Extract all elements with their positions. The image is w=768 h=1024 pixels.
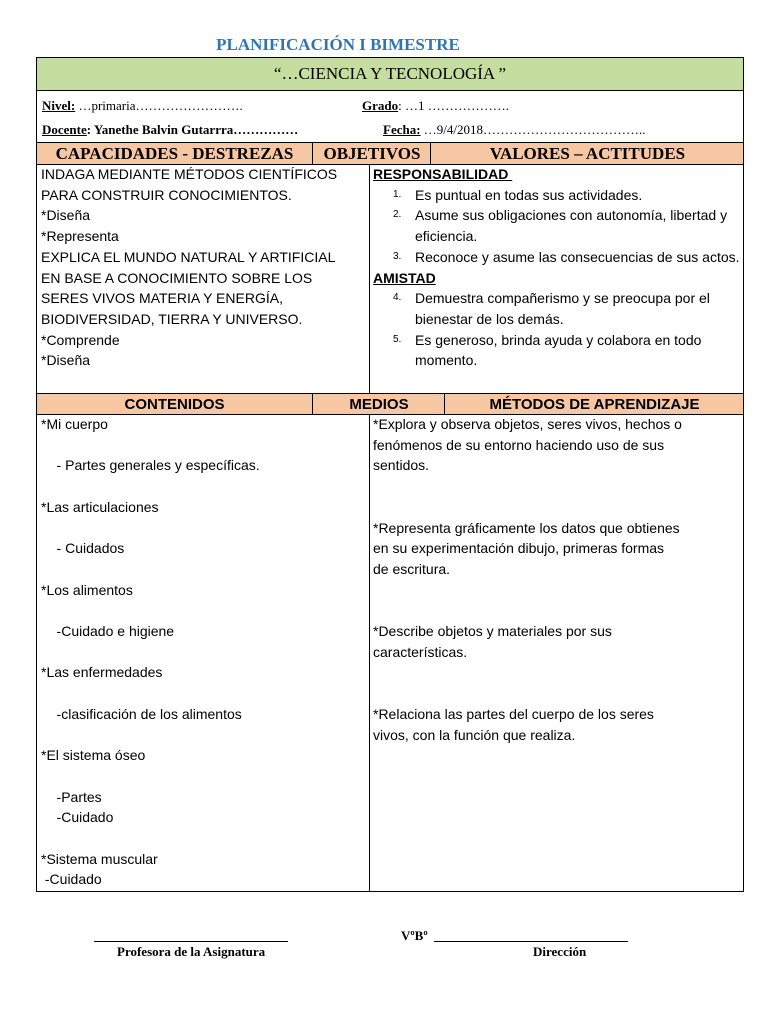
amistad-heading: AMISTAD [373,269,436,286]
fecha-value: …9/4/2018……………………………….. [420,122,646,137]
list-item-number: 1. [393,188,402,200]
capacidad-line: BIODIVERSIDAD, TIERRA Y UNIVERSO. [41,310,303,327]
list-item-text: Es generoso, brinda ayuda y colabora en todo momento. [415,331,702,369]
amistad-list [373,288,741,371]
contenido-line: -Cuidado [41,809,114,826]
header-valores: VALORES – ACTITUDES [489,143,686,163]
header-medios: MEDIOS [349,395,409,413]
capacidad-line: PARA CONSTRUIR CONOCIMIENTOS. [41,186,292,203]
capacidad-line: *Representa [41,228,119,245]
valores-text [373,164,741,371]
responsabilidad-heading: RESPONSABILIDAD [373,166,513,182]
list-item-number: 2. [393,209,402,221]
capacidad-line: EN BASE A CONOCIMIENTO SOBRE LOS [41,269,313,286]
contenidos-text [41,414,366,890]
capacidad-line: *Comprende [41,331,120,348]
list-item-text: Asume sus obligaciones con autonomía, libertad y eficiencia. [415,207,728,245]
list-item-number: 3. [393,250,402,262]
contenido-line: -Cuidado [41,871,102,888]
contenido-line: *Mi cuerpo [41,416,108,432]
contenido-line [41,828,366,849]
page-title: PLANIFICACIÓN I BIMESTRE [216,35,460,54]
contenido-line [41,518,366,539]
metodo-line [373,580,741,601]
responsabilidad-list [373,185,741,268]
fecha-label: Fecha: [383,122,421,137]
list-item-text: Demuestra compañerismo y se preocupa por el bienestar de los demás. [415,290,710,327]
list-item [373,247,741,268]
metodo-line: vivos, con la función que realiza. [373,726,576,743]
grado-value: : …1 ………………. [398,98,509,113]
contenido-line [41,683,366,704]
contenido-line: -Cuidado e higiene [41,623,175,640]
header-metodos: MÉTODOS DE APRENDIZAJE [489,395,700,413]
signature-line-left [94,941,288,942]
contenido-line [41,435,366,456]
metodo-line [373,600,741,621]
docente-value: : Yanethe Balvin Gutarrra…………… [86,122,299,137]
signature-line-right [434,941,628,942]
course-title: “…CIENCIA Y TECNOLOGÍA ” [37,58,743,90]
list-item [373,288,741,329]
divider [36,142,744,143]
capacidades-text [41,164,366,371]
divider [36,90,744,91]
metodo-line: en su experimentación dibujo, primeras formas [373,540,665,557]
contenido-line [41,559,366,580]
metodo-line: fenómenos de su entorno haciendo uso de sus [373,436,665,453]
list-item [373,185,741,206]
divider [312,142,313,164]
capacidad-line: *Diseña [41,352,91,369]
contenido-line: -clasificación de los alimentos [41,705,242,722]
metodo-line [373,497,741,518]
vb-label: VºBº [401,928,428,943]
capacidad-line: *Diseña [41,207,91,224]
divider [36,393,744,394]
divider [430,142,431,164]
divider [444,393,445,414]
divider [369,164,370,393]
contenido-line [41,600,366,621]
list-item [373,205,741,246]
list-item [373,330,741,371]
contenido-line [41,766,366,787]
list-item-number: 5. [393,333,402,345]
metodo-line: *Representa gráficamente los datos que obtienes [373,519,680,536]
docente-label: Docente [42,122,87,137]
contenido-line [41,476,366,497]
contenido-line: *Las enfermedades [41,664,163,681]
contenido-line [41,725,366,746]
signature-left-label: Profesora de la Asignatura [117,944,266,959]
list-item-number: 4. [393,292,402,304]
metodo-line: *Relaciona las partes del cuerpo de los seres [373,705,654,722]
header-capacidades: CAPACIDADES - DESTREZAS [55,143,294,163]
nivel-label: Nivel: [42,98,76,113]
contenido-line: *Las articulaciones [41,498,159,515]
divider [312,393,313,414]
metodo-line [373,683,741,704]
contenido-line: - Partes generales y específicas. [41,457,260,474]
contenido-line: -Partes [41,788,102,805]
metodo-line: *Explora y observa objetos, seres vivos, hechos o [373,416,682,432]
contenido-line: *Sistema muscular [41,850,158,867]
list-item-text: Reconoce y asume las consecuencias de sus actos. [415,248,740,265]
metodos-text [373,414,741,745]
metodo-line: de escritura. [373,560,451,577]
header-contenidos: CONTENIDOS [124,395,225,413]
metodo-line: características. [373,643,468,660]
metodo-line [373,662,741,683]
contenido-line: *El sistema óseo [41,747,146,764]
metodo-line [373,476,741,497]
grado-label: Grado [362,98,399,113]
header-objetivos: OBJETIVOS [323,143,421,163]
contenido-line: - Cuidados [41,540,125,557]
metodo-line: *Describe objetos y materiales por sus [373,623,612,640]
capacidad-line: INDAGA MEDIANTE MÉTODOS CIENTÍFICOS [41,166,338,182]
contenido-line [41,642,366,663]
capacidad-line: EXPLICA EL MUNDO NATURAL Y ARTIFICIAL [41,248,336,265]
contenido-line: *Los alimentos [41,581,133,598]
nivel-value: …primaria……………………. [75,98,243,113]
capacidad-line: SERES VIVOS MATERIA Y ENERGÍA, [41,290,283,307]
signature-right-label: Dirección [533,944,587,959]
divider [369,414,370,892]
list-item-text: Es puntual en todas sus actividades. [415,186,643,203]
metodo-line: sentidos. [373,457,430,474]
